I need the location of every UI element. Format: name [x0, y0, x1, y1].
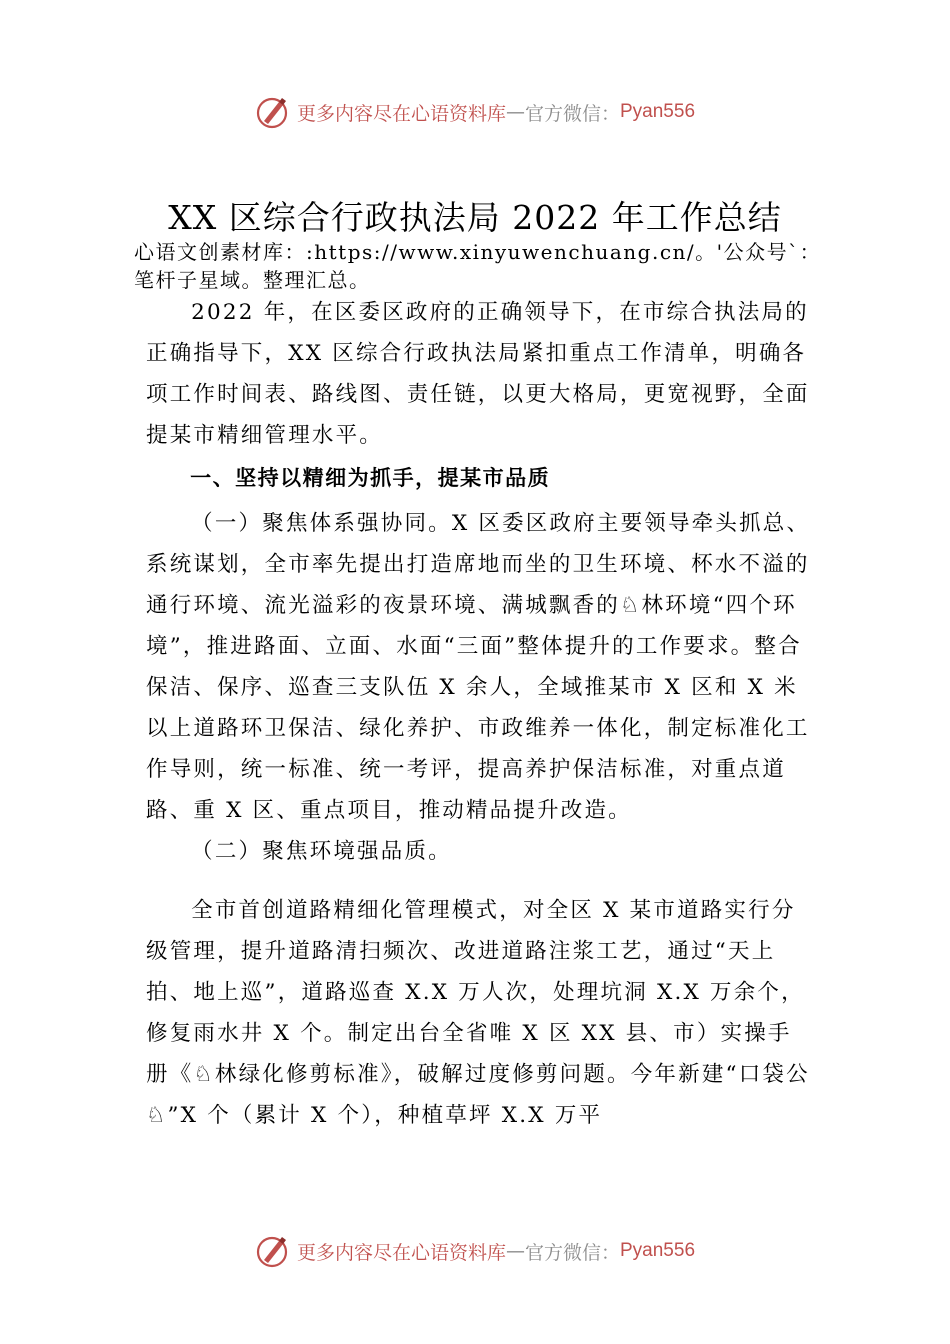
subsection-1-paragraph [146, 503, 814, 831]
watermark-wechat-label: 官方微信： [524, 1241, 620, 1264]
watermark-wechat-id: Pyan556 [620, 1240, 696, 1261]
document-body [146, 292, 814, 1136]
watermark-dash: — [505, 101, 525, 123]
watermark-text: 更多内容尽在心语资料库 [296, 1241, 506, 1264]
watermark-dash: — [505, 1240, 525, 1262]
red-pen-seal-icon [255, 94, 291, 130]
source-line: 心语文创素材库：:https://www.xinyuwenchuang.cn/。'公众号`：笔杆子星域。整理汇总。 [134, 240, 822, 292]
watermark-banner-bottom [0, 1233, 950, 1269]
watermark-text: 更多内容尽在心语资料库 [296, 102, 506, 125]
subsection-2-heading: （二）聚焦环境强品质。 [191, 839, 452, 864]
watermark-wechat-id: Pyan556 [620, 101, 696, 122]
subsection-1-text: X 区委区政府主要领导牵头抓总、系统谋划，全市率先提出打造席地而坐的卫生环境、杯水不溢的通行环境、流光溢彩的夜景环境、满城飘香的♘林环境“四个环境”，推进路面、立面、水面“三面”整体提升的工作要求。整合保洁、保序、巡查三支队伍 X 余人，全域推某市 X 区和 X 米以上道路环卫保洁、绿化养护、市政维养一体化，制定标准化工作导则，统一标准、统一考评，提高养护保洁标准，对重点道路、重 X 区、重点项目，推动精品提升改造。 [146, 511, 811, 823]
watermark-banner-top [0, 94, 950, 130]
red-pen-seal-icon [255, 1233, 291, 1269]
document-title: XX 区综合行政执法局 2022 年工作总结 [168, 198, 782, 237]
watermark-wechat-label: 官方微信： [524, 102, 620, 125]
body-paragraph-3: 全市首创道路精细化管理模式，对全区 X 某市道路实行分级管理，提升道路清扫频次、改进道路注浆工艺，通过“天上拍、地上巡”，道路巡查 X.X 万人次，处理坑洞 X.X 万余个，修复雨水井 X 个。制定出台全省唯 X 区 XX 县、市）实操手册《♘林绿化修剪标准》，破解过度修剪问题。今年新建“口袋公♘”X 个（累计 X 个），种植草坪 X.X 万平 [146, 898, 810, 1128]
subsection-1-lead: （一）聚焦体系强协同。 [191, 511, 452, 536]
intro-paragraph: 2022 年，在区委区政府的正确领导下，在市综合执法局的正确指导下，XX 区综合行政执法局紧扣重点工作清单，明确各项工作时间表、路线图、责任链，以更大格局，更宽视野，全面提某市精细管理水平。 [146, 300, 810, 448]
section-heading-1: 一、坚持以精细为抓手，提某市品质 [190, 466, 551, 490]
